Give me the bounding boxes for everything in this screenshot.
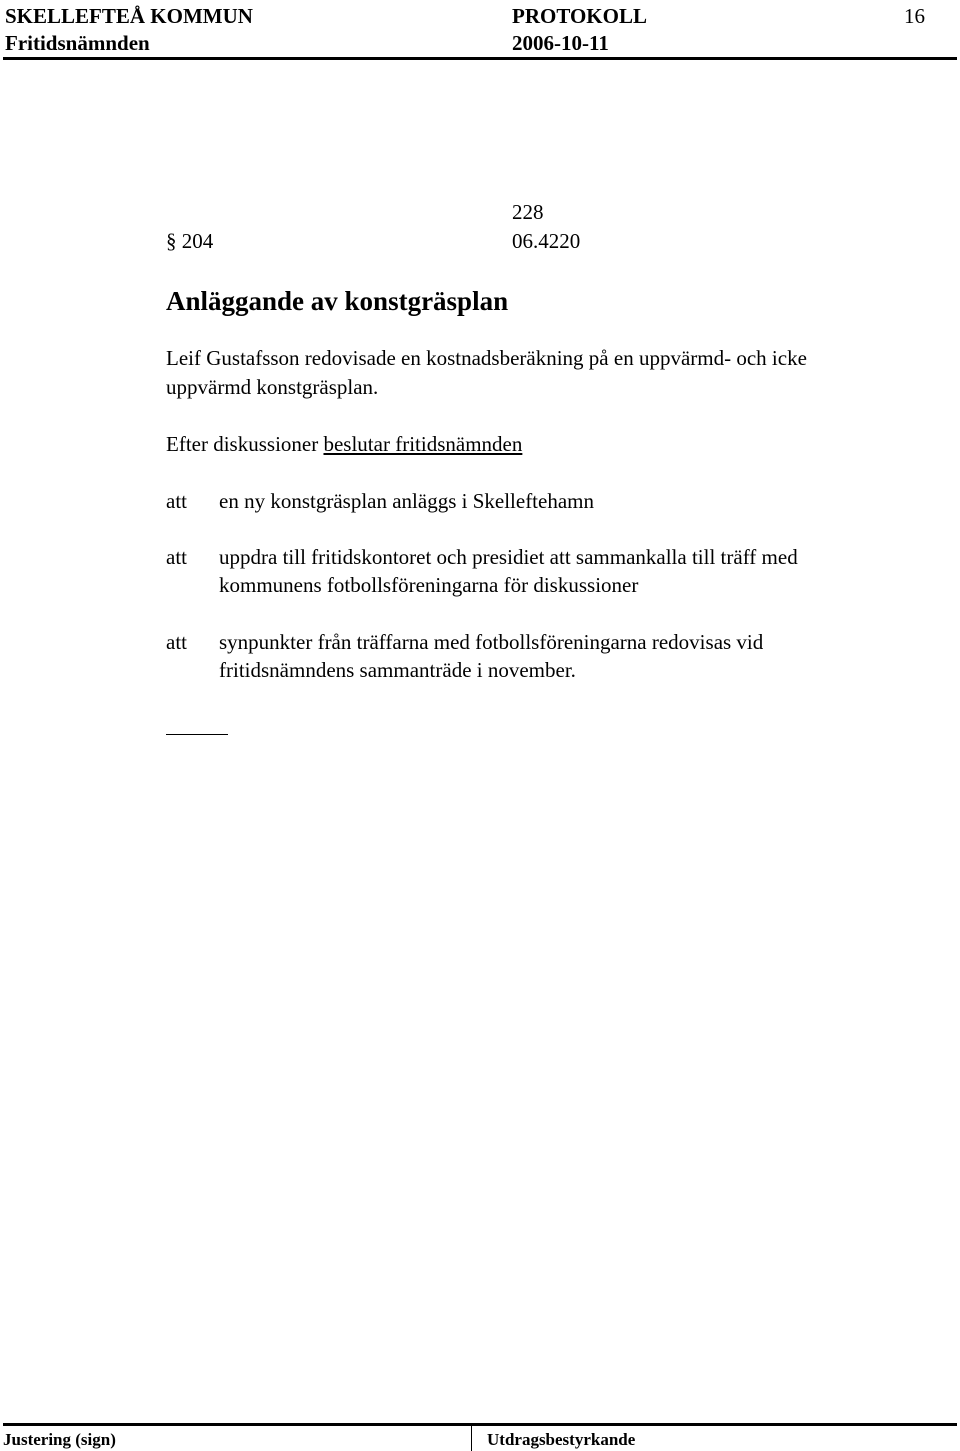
footer-justering-label: Justering (sign) [3,1430,116,1449]
paragraph-number: § 204 [166,229,214,253]
decision-text: en ny konstgräsplan anläggs i Skelleftehamn [219,489,594,513]
decision-lead-underlined: beslutar fritidsnämnden [323,432,523,456]
decision-lead-plain: Efter diskussioner [166,432,324,456]
decision-text: synpunkter från träffarna med fotbollsföreningarna redovisas vid [219,630,764,654]
decision-text: kommunens fotbollsföreningarna för diskussioner [219,573,639,597]
end-of-section-rule [166,734,228,735]
header-doc-type: PROTOKOLL [512,4,647,28]
header-org: SKELLEFTEÅ KOMMUN [5,4,253,28]
decision-marker: att [166,630,187,654]
footer-divider [471,1426,472,1451]
section-number-top: 228 [512,200,544,224]
decision-text: uppdra till fritidskontoret och presidiet att sammankalla till träff med [219,545,798,569]
section-title: Anläggande av konstgräsplan [166,286,509,316]
decision-lead [166,430,522,459]
header-date: 2006-10-11 [512,31,609,55]
header-page-number: 16 [904,4,925,28]
intro-line-1: Leif Gustafsson redovisade en kostnadsberäkning på en uppvärmd- och icke [166,346,807,370]
decision-marker: att [166,489,187,513]
footer-rule [3,1423,957,1426]
header-rule [3,57,957,60]
decision-text: fritidsnämndens sammanträde i november. [219,658,576,682]
header-committee: Fritidsnämnden [5,31,150,55]
intro-line-2: uppvärmd konstgräsplan. [166,375,379,399]
decision-marker: att [166,545,187,569]
case-number: 06.4220 [512,229,581,253]
footer-utdrag-label: Utdragsbestyrkande [487,1430,636,1449]
